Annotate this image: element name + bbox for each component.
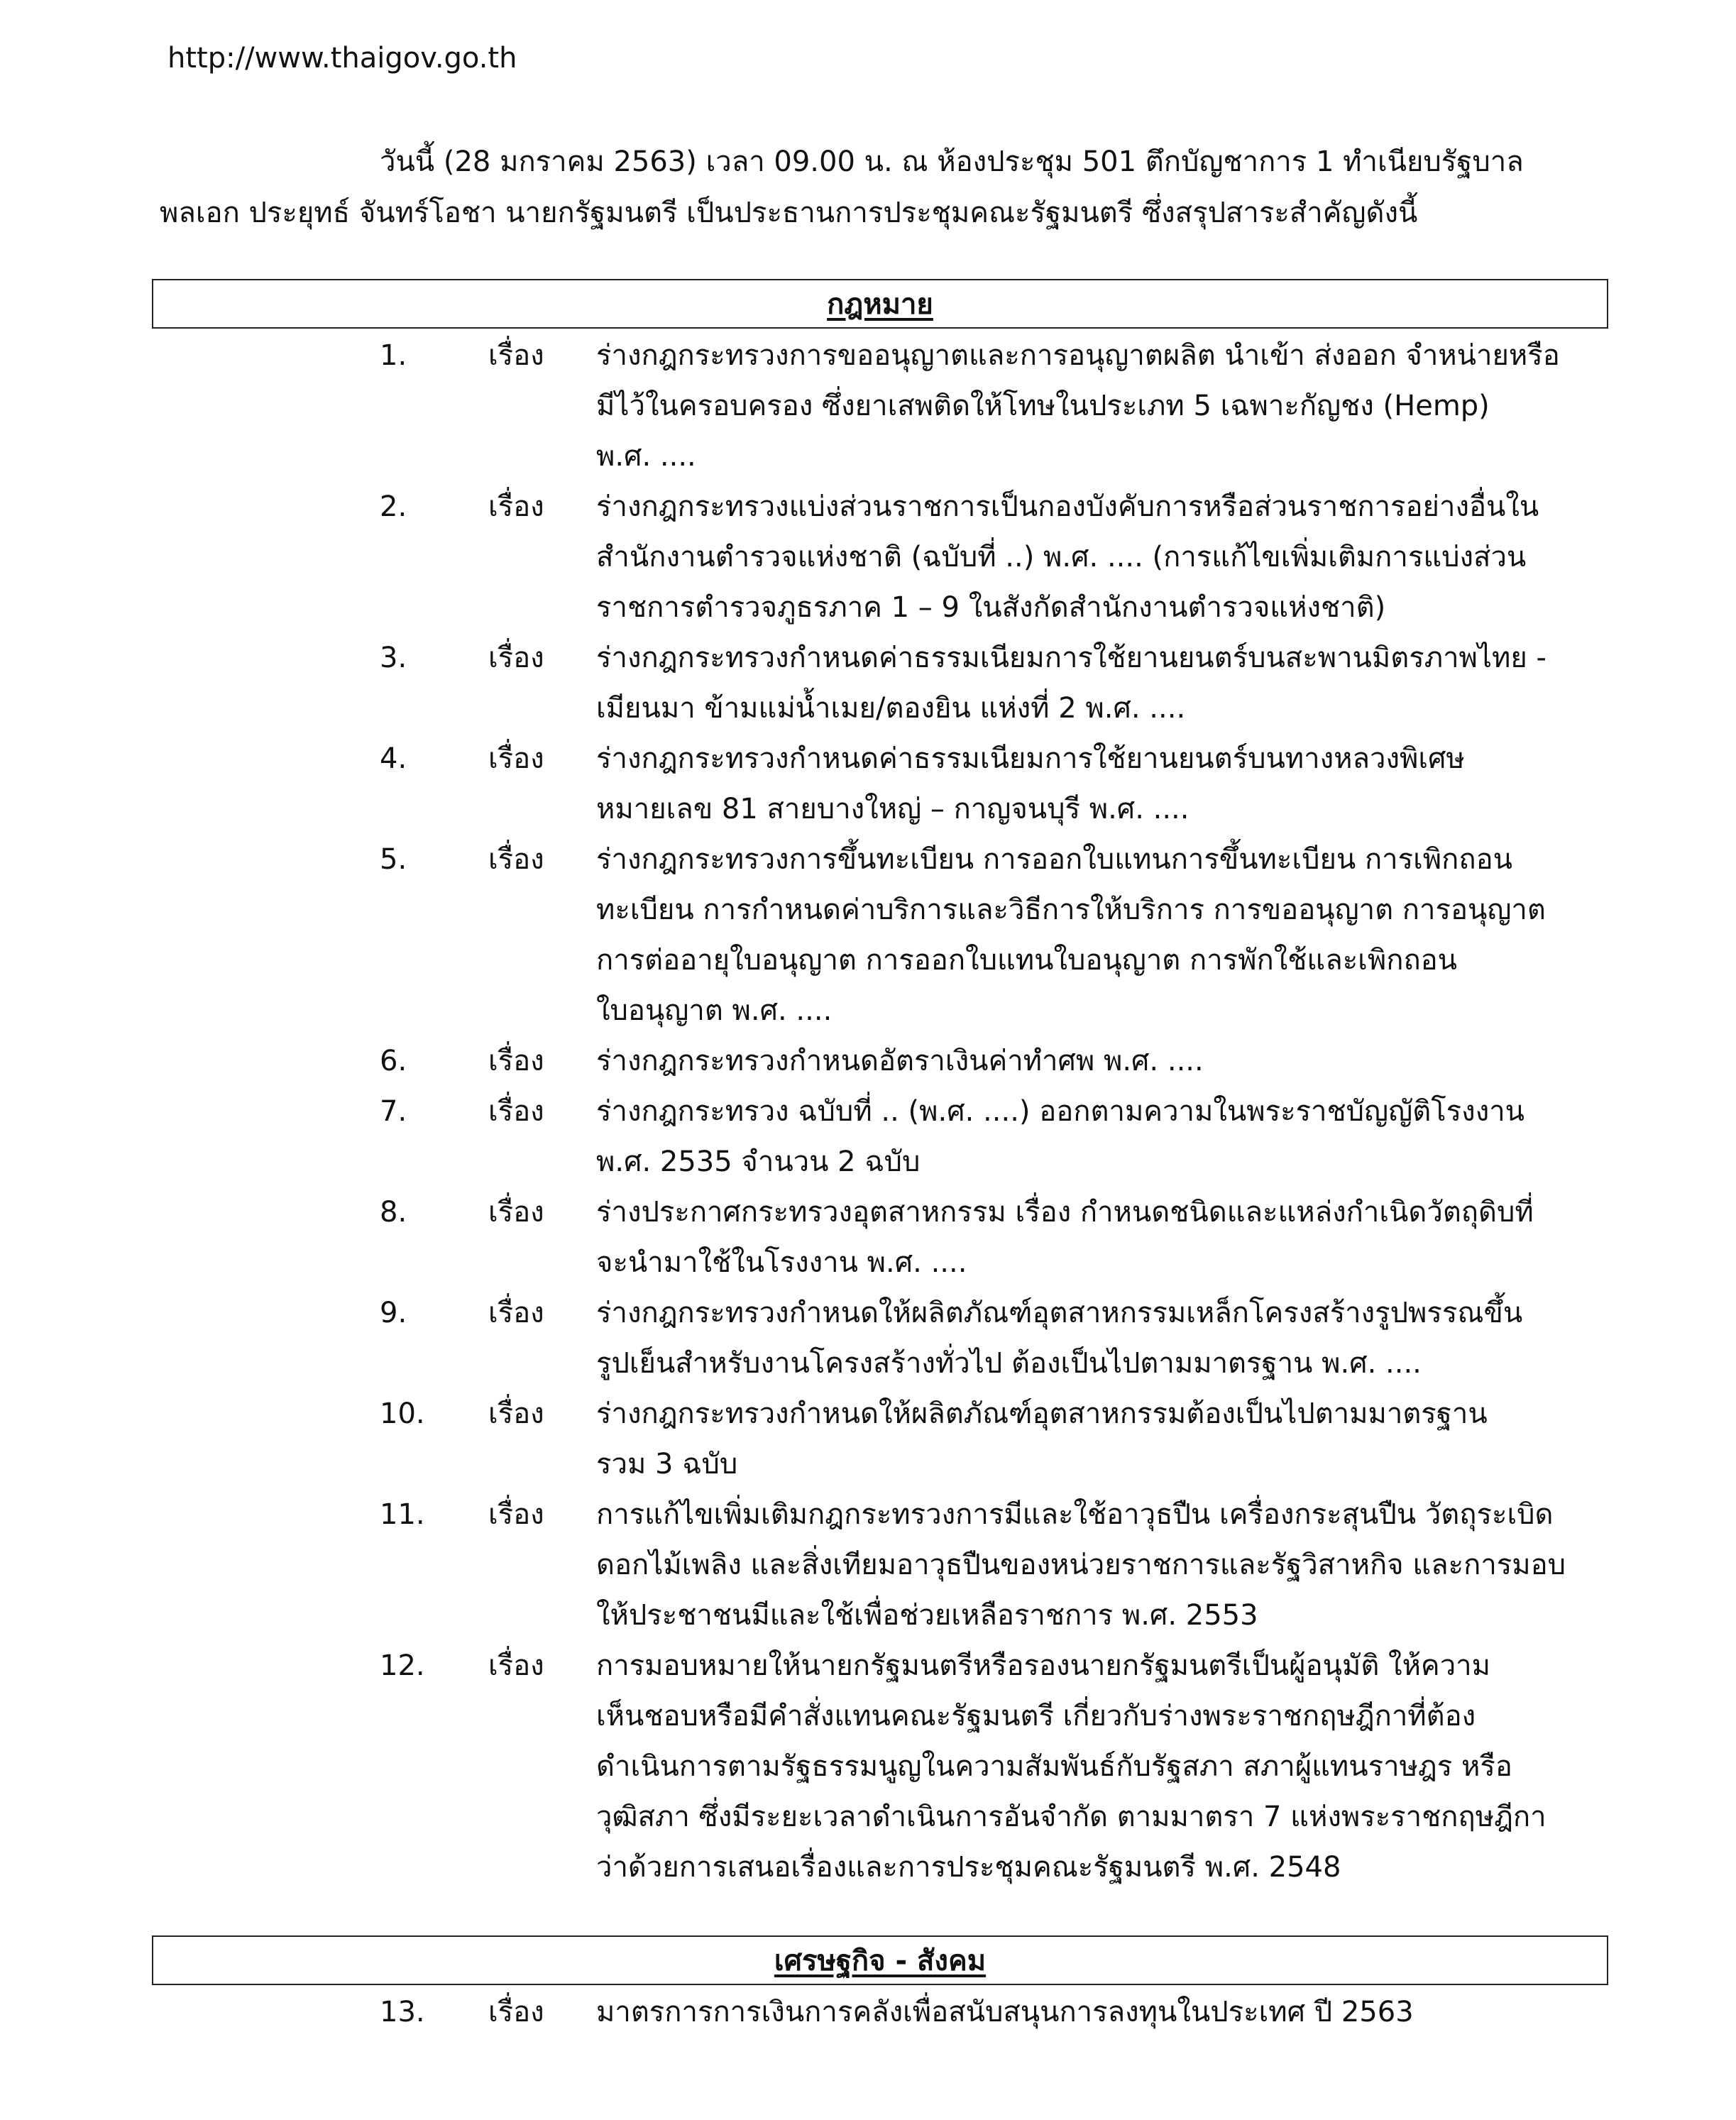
item-number: 3. [380, 642, 407, 674]
item-number: 2. [380, 490, 407, 523]
item-number: 8. [380, 1196, 407, 1229]
item-text-line: ใบอนุญาต พ.ศ. .... [596, 994, 833, 1027]
item-text-line: มีไว้ในครอบครอง ซึ่งยาเสพติดให้โทษในประเภท 5 เฉพาะกัญชง (Hemp) [596, 390, 1490, 422]
item-label: เรื่อง [488, 843, 544, 876]
item-text-line: พ.ศ. .... [596, 440, 696, 473]
item-label: เรื่อง [488, 1095, 544, 1128]
intro-line: พลเอก ประยุทธ์ จันทร์โอชา นายกรัฐมนตรี เป็นประธานการประชุมคณะรัฐมนตรี ซึ่งสรุปสาระสำคัญดังนี้ [160, 197, 1418, 229]
item-text [596, 1036, 1597, 1087]
agenda-item [0, 1187, 1736, 1288]
item-text [596, 1490, 1597, 1641]
item-text-line: ทะเบียน การกำหนดค่าบริการและวิธีการให้บริการ การขออนุญาต การอนุญาต [596, 894, 1546, 926]
item-label: เรื่อง [488, 1397, 544, 1430]
item-text-line: ดำเนินการตามรัฐธรรมนูญในความสัมพันธ์กับรัฐสภา สภาผู้แทนราษฎร หรือ [596, 1750, 1512, 1783]
item-text [596, 1187, 1597, 1288]
item-label: เรื่อง [488, 1045, 544, 1077]
agenda-item [0, 1490, 1736, 1641]
item-text-line: ร่างกฎกระทรวงกำหนดอัตราเงินค่าทำศพ พ.ศ. .... [596, 1045, 1204, 1077]
source-url: http://www.thaigov.go.th [167, 42, 517, 75]
item-text-line: เห็นชอบหรือมีคำสั่งแทนคณะรัฐมนตรี เกี่ยวกับร่างพระราชกฤษฎีกาที่ต้อง [596, 1700, 1476, 1732]
item-text [596, 633, 1597, 734]
agenda-item [0, 1087, 1736, 1187]
item-label: เรื่อง [488, 490, 544, 523]
agenda-item [0, 734, 1736, 835]
item-text-line: ร่างกฎกระทรวงการขออนุญาตและการอนุญาตผลิต นำเข้า ส่งออก จำหน่ายหรือ [596, 339, 1560, 372]
item-text-line: รูปเย็นสำหรับงานโครงสร้างทั่วไป ต้องเป็นไปตามมาตรฐาน พ.ศ. .... [596, 1347, 1422, 1380]
item-text-line: การแก้ไขเพิ่มเติมกฎกระทรวงการมีและใช้อาวุธปืน เครื่องกระสุนปืน วัตถุระเบิด [596, 1498, 1554, 1531]
economy-item-list [0, 1987, 1736, 2038]
item-label: เรื่อง [488, 1996, 544, 2028]
item-label: เรื่อง [488, 1297, 544, 1329]
item-number: 13. [380, 1996, 425, 2028]
item-text-line: ร่างกฎกระทรวงกำหนดค่าธรรมเนียมการใช้ยานยนตร์บนสะพานมิตรภาพไทย - [596, 642, 1547, 674]
item-text-line: ร่างกฎกระทรวงแบ่งส่วนราชการเป็นกองบังคับการหรือส่วนราชการอย่างอื่นใน [596, 490, 1539, 523]
item-text [596, 1087, 1597, 1187]
law-item-list [0, 331, 1736, 1893]
item-label: เรื่อง [488, 742, 544, 775]
item-text [596, 1389, 1597, 1490]
item-label: เรื่อง [488, 1649, 544, 1682]
agenda-item [0, 835, 1736, 1036]
item-number: 5. [380, 843, 407, 876]
item-text-line: เมียนมา ข้ามแม่น้ำเมย/ตองยิน แห่งที่ 2 พ.ศ. .... [596, 692, 1186, 725]
agenda-item [0, 1987, 1736, 2038]
item-text-line: รวม 3 ฉบับ [596, 1448, 738, 1481]
item-text [596, 331, 1597, 482]
agenda-item [0, 633, 1736, 734]
item-text-line: จะนำมาใช้ในโรงงาน พ.ศ. .... [596, 1246, 967, 1279]
section-header-law [152, 279, 1608, 329]
item-number: 9. [380, 1297, 407, 1329]
agenda-item [0, 1641, 1736, 1893]
section-header-economy-society [152, 1935, 1608, 1985]
item-text-line: ร่างประกาศกระทรวงอุตสาหกรรม เรื่อง กำหนดชนิดและแหล่งกำเนิดวัตถุดิบที่ [596, 1196, 1534, 1229]
item-text [596, 835, 1597, 1036]
item-text-line: ร่างกฎกระทรวง ฉบับที่ .. (พ.ศ. ....) ออกตามความในพระราชบัญญัติโรงงาน [596, 1095, 1525, 1128]
item-number: 1. [380, 339, 407, 372]
agenda-item [0, 331, 1736, 482]
item-text-line: หมายเลข 81 สายบางใหญ่ – กาญจนบุรี พ.ศ. .... [596, 793, 1190, 825]
item-number: 4. [380, 742, 407, 775]
agenda-item [0, 482, 1736, 633]
item-text-line: ร่างกฎกระทรวงกำหนดให้ผลิตภัณฑ์อุตสาหกรรมเหล็กโครงสร้างรูปพรรณขึ้น [596, 1297, 1523, 1329]
item-text [596, 734, 1597, 835]
intro-paragraph [160, 136, 1593, 238]
item-label: เรื่อง [488, 1196, 544, 1229]
item-text-line: ราชการตำรวจภูธรภาค 1 – 9 ในสังกัดสำนักงานตำรวจแห่งชาติ) [596, 591, 1386, 624]
item-text-line: ดอกไม้เพลิง และสิ่งเทียมอาวุธปืนของหน่วยราชการและรัฐวิสาหกิจ และการมอบ [596, 1549, 1566, 1581]
item-text [596, 1288, 1597, 1389]
section-title: กฎหมาย [827, 288, 933, 321]
item-text-line: สำนักงานตำรวจแห่งชาติ (ฉบับที่ ..) พ.ศ. .... (การแก้ไขเพิ่มเติมการแบ่งส่วน [596, 541, 1527, 573]
item-number: 11. [380, 1498, 425, 1531]
item-text-line: ให้ประชาชนมีและใช้เพื่อช่วยเหลือราชการ พ.ศ. 2553 [596, 1599, 1258, 1632]
item-text-line: ร่างกฎกระทรวงกำหนดให้ผลิตภัณฑ์อุตสาหกรรมต้องเป็นไปตามมาตรฐาน [596, 1397, 1488, 1430]
item-text-line: พ.ศ. 2535 จำนวน 2 ฉบับ [596, 1146, 921, 1178]
item-text-line: ร่างกฎกระทรวงการขึ้นทะเบียน การออกใบแทนการขึ้นทะเบียน การเพิกถอน [596, 843, 1512, 876]
section-title: เศรษฐกิจ - สังคม [774, 1945, 987, 1977]
item-text-line: การต่ออายุใบอนุญาต การออกใบแทนใบอนุญาต การพักใช้และเพิกถอน [596, 944, 1458, 977]
agenda-item [0, 1389, 1736, 1490]
item-number: 12. [380, 1649, 425, 1682]
item-text-line: ร่างกฎกระทรวงกำหนดค่าธรรมเนียมการใช้ยานยนตร์บนทางหลวงพิเศษ [596, 742, 1465, 775]
item-text-line: ว่าด้วยการเสนอเรื่องและการประชุมคณะรัฐมนตรี พ.ศ. 2548 [596, 1851, 1341, 1884]
item-text-line: การมอบหมายให้นายกรัฐมนตรีหรือรองนายกรัฐมนตรีเป็นผู้อนุมัติ ให้ความ [596, 1649, 1490, 1682]
item-text [596, 1987, 1597, 2038]
item-number: 6. [380, 1045, 407, 1077]
item-number: 7. [380, 1095, 407, 1128]
item-label: เรื่อง [488, 339, 544, 372]
agenda-item [0, 1288, 1736, 1389]
item-text-line: มาตรการการเงินการคลังเพื่อสนับสนุนการลงทุนในประเทศ ปี 2563 [596, 1996, 1414, 2028]
intro-line: วันนี้ (28 มกราคม 2563) เวลา 09.00 น. ณ ห้องประชุม 501 ตึกบัญชาการ 1 ทำเนียบรัฐบาล [380, 145, 1524, 178]
item-text-line: วุฒิสภา ซึ่งมีระยะเวลาดำเนินการอันจำกัด ตามมาตรา 7 แห่งพระราชกฤษฎีกา [596, 1801, 1547, 1833]
item-number: 10. [380, 1397, 425, 1430]
item-label: เรื่อง [488, 642, 544, 674]
item-text [596, 1641, 1597, 1893]
agenda-item [0, 1036, 1736, 1087]
item-label: เรื่อง [488, 1498, 544, 1531]
item-text [596, 482, 1597, 633]
